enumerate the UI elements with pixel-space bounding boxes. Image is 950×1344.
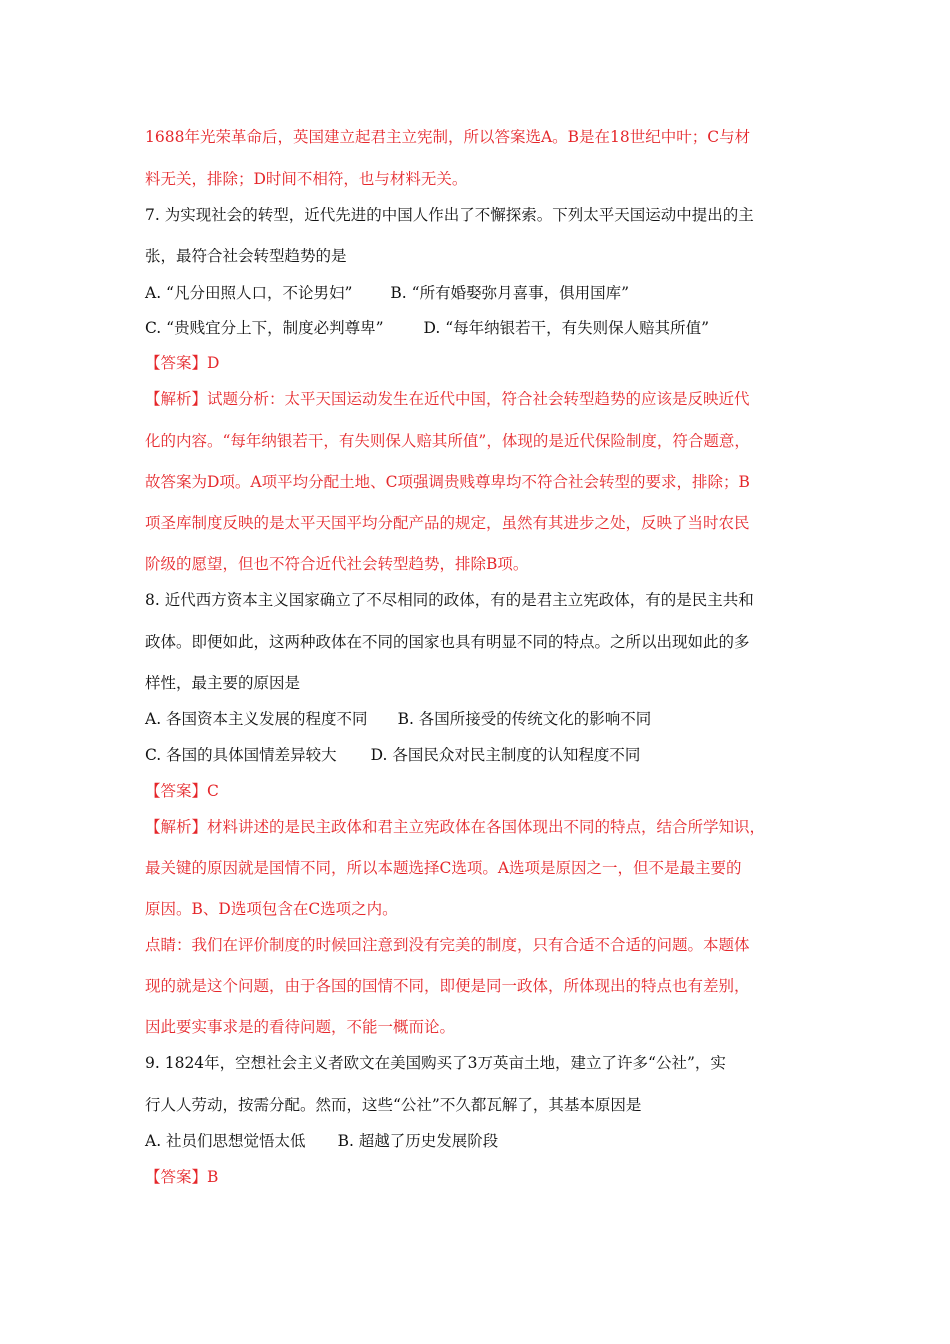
- q8-option-c: C. 各国的具体国情差异较大: [145, 746, 337, 764]
- q6-explanation-line: 料无关，排除；D时间不相符，也与材料无关。: [145, 170, 468, 188]
- q7-explanation-line: 【解析】试题分析：太平天国运动发生在近代中国，符合社会转型趋势的应该是反映近代: [145, 390, 750, 408]
- q8-option-d: D. 各国民众对民主制度的认知程度不同: [370, 746, 641, 764]
- q8-tip-line: 因此要实事求是的看待问题，不能一概而论。: [145, 1018, 456, 1036]
- q8-stem: 政体。即便如此，这两种政体在不同的国家也具有明显不同的特点。之所以出现如此的多: [145, 633, 750, 651]
- q7-explanation-line: 故答案为D项。A项平均分配土地、C项强调贵贱尊卑均不符合社会转型的要求，排除；B: [145, 473, 750, 491]
- q9-answer: 【答案】B: [145, 1168, 219, 1186]
- q9-option-b: B. 超越了历史发展阶段: [337, 1132, 499, 1150]
- q8-options-row-2: [145, 744, 640, 766]
- q8-options-row-1: [145, 708, 651, 730]
- q9-stem: 行人人劳动，按需分配。然而，这些“公社”不久都瓦解了，其基本原因是: [145, 1096, 642, 1114]
- q7-explanation-line: 项圣库制度反映的是太平天国平均分配产品的规定，虽然有其进步之处，反映了当时农民: [145, 514, 750, 532]
- q7-stem: 张，最符合社会转型趋势的是: [145, 247, 347, 265]
- q9-stem: 9. 1824年，空想社会主义者欧文在美国购买了3万英亩土地，建立了许多“公社”，实: [145, 1054, 726, 1072]
- q6-explanation-line: 1688年光荣革命后，英国建立起君主立宪制，所以答案选A。B是在18世纪中叶；C与材: [145, 128, 751, 146]
- q7-option-b: B. “所有婚娶弥月喜事，俱用国库”: [390, 284, 629, 302]
- q8-option-b: B. 各国所接受的传统文化的影响不同: [397, 710, 652, 728]
- q8-stem: 样性，最主要的原因是: [145, 674, 301, 692]
- q8-explanation-line: 原因。B、D选项包含在C选项之内。: [145, 900, 398, 918]
- q9-option-a: A. 社员们思想觉悟太低: [145, 1132, 306, 1150]
- q9-options-row-1: [145, 1130, 498, 1152]
- q8-tip-line: 现的就是这个问题，由于各国的国情不同，即便是同一政体，所体现出的特点也有差别，: [145, 977, 750, 995]
- q8-stem: 8. 近代西方资本主义国家确立了不尽相同的政体，有的是君主立宪政体，有的是民主共和: [145, 591, 754, 609]
- q8-option-a: A. 各国资本主义发展的程度不同: [145, 710, 368, 728]
- q7-option-c: C. “贵贱宜分上下，制度必判尊卑”: [145, 319, 384, 337]
- q7-option-d: D. “每年纳银若干，有失则保人赔其所值”: [423, 319, 710, 337]
- q7-options-row-2: [145, 317, 709, 339]
- q7-option-a: A. “凡分田照人口，不论男妇”: [145, 284, 353, 302]
- q8-explanation-line: 最关键的原因就是国情不同，所以本题选择C选项。A选项是原因之一，但不是最主要的: [145, 859, 742, 877]
- q8-tip-line: 点睛：我们在评价制度的时候回注意到没有完美的制度，只有合适不合适的问题。本题体: [145, 936, 750, 954]
- q7-explanation-line: 化的内容。“每年纳银若干，有失则保人赔其所值”，体现的是近代保险制度，符合题意，: [145, 432, 750, 450]
- q8-explanation-line: 【解析】材料讲述的是民主政体和君主立宪政体在各国体现出不同的特点，结合所学知识，: [145, 818, 766, 836]
- q8-answer: 【答案】C: [145, 782, 219, 800]
- q7-stem: 7. 为实现社会的转型，近代先进的中国人作出了不懈探索。下列太平天国运动中提出的主: [145, 206, 754, 224]
- q7-options-row-1: [145, 282, 629, 304]
- q7-explanation-line: 阶级的愿望，但也不符合近代社会转型趋势，排除B项。: [145, 555, 529, 573]
- q7-answer: 【答案】D: [145, 354, 220, 372]
